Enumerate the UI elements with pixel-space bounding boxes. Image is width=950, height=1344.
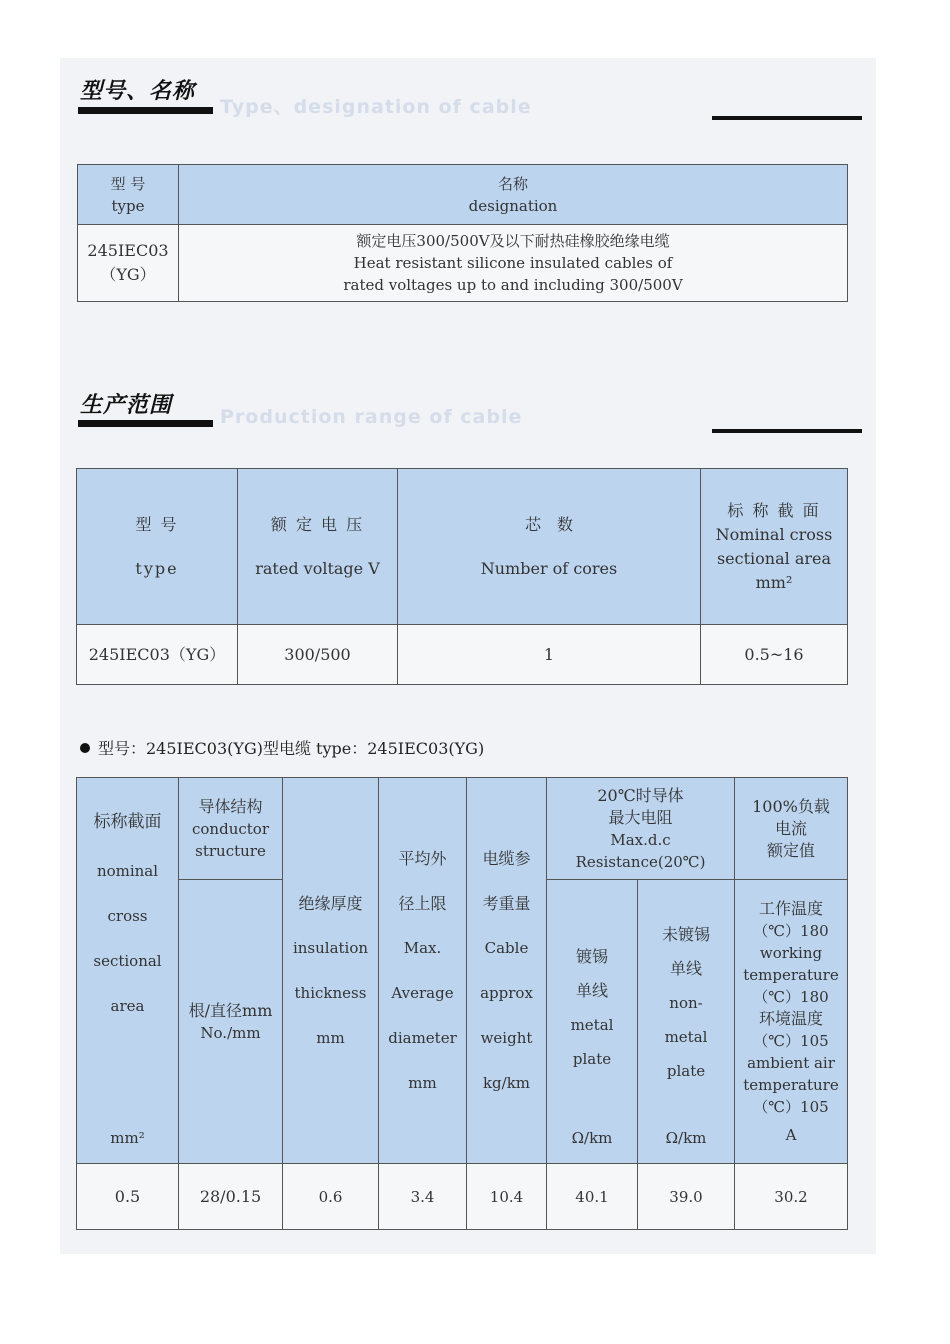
spec-table — [76, 777, 848, 1230]
section-title-type: 型号、名称 — [80, 79, 196, 104]
section-rule-right — [712, 116, 862, 120]
cell-designation: 额定电压300/500V及以下耐热硅橡胶绝缘电缆 Heat resistant silicone insulated cables of rated voltages up to and including 300/500V — [179, 225, 848, 302]
section-title-range: 生产范围 — [80, 393, 173, 418]
header-type: 型 号 type — [78, 165, 179, 225]
cell-tinned-resistance: 40.1 — [547, 1164, 638, 1230]
section-rule-right-2 — [712, 429, 862, 433]
cell-diameter: 3.4 — [379, 1164, 467, 1230]
header-number-of-cores: 芯 数 Number of cores — [398, 469, 701, 625]
header-conductor-no-diameter: 根/直径mm No./mm — [179, 880, 283, 1164]
section-subtitle-range: Production range of cable — [220, 406, 523, 428]
cell-voltage: 300/500 — [238, 625, 398, 685]
cell-current: 30.2 — [735, 1164, 848, 1230]
header-cable-weight: 电缆参 考重量 Cable approx weight kg/km — [467, 778, 547, 1164]
cell-insulation: 0.6 — [283, 1164, 379, 1230]
cell-area: 0.5~16 — [701, 625, 848, 685]
header-rated-voltage: 额 定 电 压 rated voltage V — [238, 469, 398, 625]
model-line: 型号：245IEC03(YG)型电缆 type：245IEC03(YG) — [80, 736, 484, 759]
header-type: 型 号 type — [77, 469, 238, 625]
production-range-table — [76, 468, 848, 685]
cell-area: 0.5 — [77, 1164, 179, 1230]
cell-conductor: 28/0.15 — [179, 1164, 283, 1230]
cell-type: 245IEC03 （YG） — [78, 225, 179, 302]
cell-weight: 10.4 — [467, 1164, 547, 1230]
cell-untinned-resistance: 39.0 — [638, 1164, 735, 1230]
section-rule-left-2 — [78, 420, 213, 427]
header-insulation-thickness: 绝缘厚度 insulation thickness mm — [283, 778, 379, 1164]
header-untinned: 未镀锡 单线 non- metal plate Ω/km — [638, 880, 735, 1164]
header-designation: 名称 designation — [179, 165, 848, 225]
table-row — [77, 1164, 848, 1230]
header-rated-current: 100%负载 电流 额定值 — [735, 778, 848, 880]
section-subtitle-type: Type、designation of cable — [220, 96, 532, 118]
header-tinned: 镀锡 单线 metal plate Ω/km — [547, 880, 638, 1164]
header-average-diameter: 平均外 径上限 Max. Average diameter mm — [379, 778, 467, 1164]
type-designation-table — [77, 164, 848, 302]
cell-cores: 1 — [398, 625, 701, 685]
header-current-temperatures: 工作温度 （℃）180 working temperature （℃）180 环境温度 （℃）105 ambient air temperature （℃）105 A — [735, 880, 848, 1164]
cell-type: 245IEC03（YG） — [77, 625, 238, 685]
header-nominal-area: 标称截面 nominal cross sectional area mm² — [77, 778, 179, 1164]
header-max-resistance: 20℃时导体 最大电阻 Max.d.c Resistance(20℃) — [547, 778, 735, 880]
section-rule-left — [78, 107, 213, 114]
header-nominal-area: 标 称 截 面 Nominal cross sectional area mm² — [701, 469, 848, 625]
bullet-icon — [80, 743, 90, 753]
header-conductor-structure: 导体结构 conductor structure — [179, 778, 283, 880]
